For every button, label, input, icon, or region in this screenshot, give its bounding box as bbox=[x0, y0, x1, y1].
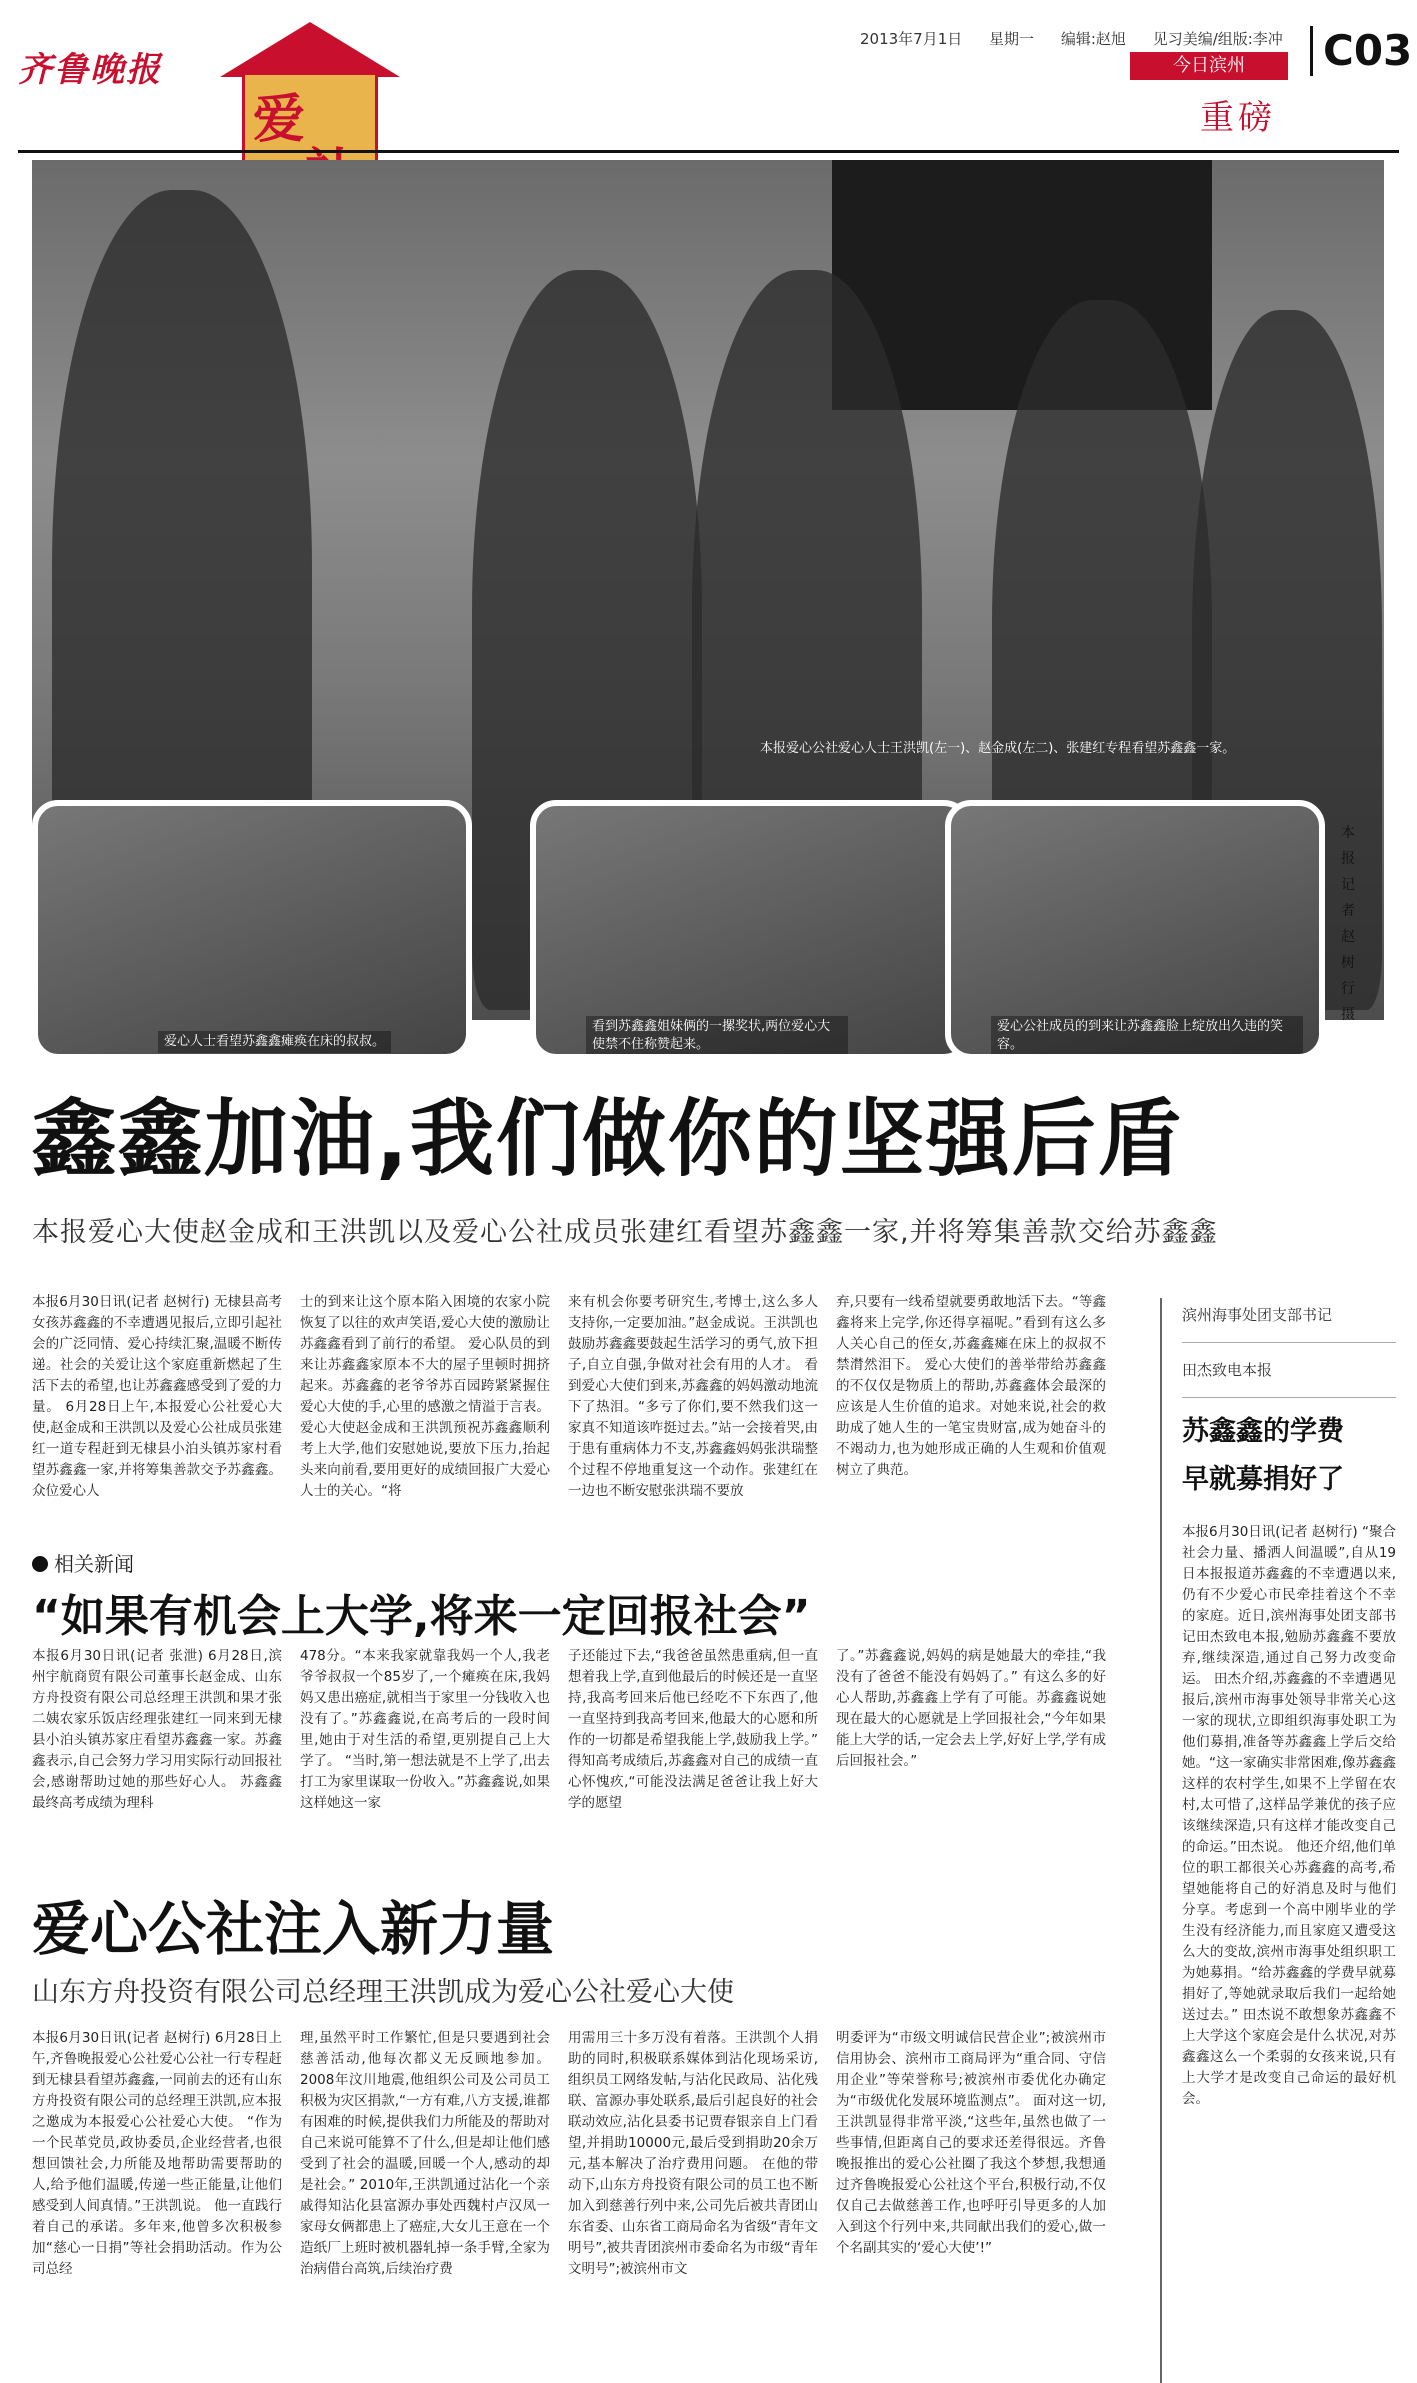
editor-credit: 编辑:赵旭 bbox=[1060, 30, 1126, 48]
page-number: C03 bbox=[1310, 26, 1413, 76]
thumb-photo-1 bbox=[32, 800, 472, 1060]
related-news-icon bbox=[32, 1556, 48, 1572]
thumb-photo-3 bbox=[945, 800, 1325, 1060]
thumb-caption-3: 爱心公社成员的到来让苏鑫鑫脸上绽放出久违的笑容。 bbox=[991, 1016, 1303, 1056]
badge-char-ai: 爱 bbox=[253, 89, 306, 150]
photo-credit: 本报记者 赵树行 摄 bbox=[1341, 825, 1355, 1023]
thumb-photo-2 bbox=[530, 800, 970, 1060]
sidebar-tag-2: 田杰致电本报 bbox=[1182, 1361, 1273, 1379]
related-news-text: 相关新闻 bbox=[54, 1552, 134, 1576]
sidebar-rule-2 bbox=[1182, 1397, 1396, 1398]
newspaper-logo: 齐鲁晚报 bbox=[18, 50, 162, 90]
related-headline: “如果有机会上大学,将来一定回报社会” bbox=[32, 1591, 811, 1642]
third-col-2: 理,虽然平时工作繁忙,但是只要遇到社会慈善活动,他每次都义无反顾地参加。2008年汶川地震,他组织公司及公司员工积极为灾区捐款,“一方有难,八方支援,谁都有困难的时候,提供我们力所能及的帮助对自己来说可能算不了什么,但是却让他们感受到了社会的温暖,回暖一个人,感动的却是社会。” 2010年,王洪凯通过沾化一个亲戚得知沾化县富源办事处西魏村卢汉凤一家母女俩都患上了癌症,大女儿王意在一个造纸厂上班时被机器轧掉一条手臂,全家为治病借台高筑,后续治疗费 bbox=[300, 2030, 550, 2277]
lead-col-2: 士的到来让这个原本陷入困境的农家小院恢复了以往的欢声笑语,爱心大使的激励让苏鑫鑫看到了前行的希望。 爱心队员的到来让苏鑫鑫家原本不大的屋子里顿时拥挤起来。苏鑫鑫的老爷爷苏百园跨紧紧握住爱心大使的手,心里的感激之情溢于言表。 爱心大使赵金成和王洪凯预祝苏鑫鑫顺利考上大学,他们安慰她说,要放下压力,抬起头来向前看,要用更好的成绩回报广大爱心人士的关心。“将 bbox=[300, 1294, 550, 1499]
third-subhead: 山东方舟投资有限公司总经理王洪凯成为爱心公社爱心大使 bbox=[32, 1977, 734, 2008]
third-col-3: 用需用三十多万没有着落。王洪凯个人捐助的同时,积极联系媒体到沾化现场采访,组织员工网络发帖,与沾化民政局、沾化残联、富源办事处联系,最后引起良好的社会联动效应,沾化县委书记贾春银亲自上门看望,并捐助10000元,最后受到捐助20余万元,基本解决了治疗费用问题。 在他的带动下,山东方舟投资有限公司的员工也不断加入到慈善行列中来,公司先后被共青团山东省委、山东省工商局命名为省级“青年文明号”,被共青团滨州市委命名为市级“青年文明号”;被滨州市文 bbox=[568, 2030, 818, 2277]
related-col-1: 本报6月30日讯(记者 张泄) 6月28日,滨州宇航商贸有限公司董事长赵金成、山东方舟投资有限公司总经理王洪凯和果才张二姨农家乐饭店经理张建红一同来到无棣县小泊头镇苏家庄看望苏鑫鑫一家。苏鑫鑫表示,自己会努力学习用实际行动回报社会,感谢帮助过她的那些好心人。 苏鑫鑫最终高考成绩为理科 bbox=[32, 1648, 282, 1811]
designer-credit: 见习美编/组版:李冲 bbox=[1152, 30, 1283, 48]
masthead-rule bbox=[18, 150, 1399, 153]
thumb-caption-2: 看到苏鑫鑫姐妹俩的一摞奖状,两位爱心大使禁不住称赞起来。 bbox=[586, 1016, 848, 1056]
related-col-3: 子还能过下去,“我爸爸虽然患重病,但一直想着我上学,直到他最后的时候还是一直坚持,我高考回来后他已经吃不下东西了,他一直坚持到我高考回来,他最大的心愿和所作的一切都是希望我能上学,鼓励我上学。” 得知高考成绩后,苏鑫鑫对自己的成绩一直心怀愧疚,“可能没法满足爸爸让我上好大学的愿望 bbox=[568, 1648, 818, 1811]
sidebar bbox=[1160, 1298, 1396, 2383]
related-news-label bbox=[32, 1548, 134, 1577]
related-col-2: 478分。“本来我家就靠我妈一个人,我老爷爷叔叔一个85岁了,一个瘫痪在床,我妈妈又患出癌症,就相当于家里一分钱收入也没有了。”苏鑫鑫说,在高考后的一段时间里,她由于对生活的希望,更别提自己上大学了。 “当时,第一想法就是不上学了,出去打工为家里谋取一份收入。”苏鑫鑫说,如果这样她这一家 bbox=[300, 1648, 550, 1811]
section-label: 重磅 bbox=[1200, 98, 1276, 138]
third-col-1: 本报6月30日讯(记者 赵树行) 6月28日上午,齐鲁晚报爱心公社爱心公社一行专程赶到无棣县看望苏鑫鑫,一同前去的还有山东方舟投资有限公司的总经理王洪凯,应本报之邀成为本报爱心公社爱心大使。 “作为一个民革党员,政协委员,企业经营者,也很想回馈社会,力所能及地帮助需要帮助的人,给予他们温暖,传递一些正能量,让他们感受到人间真情。”王洪凯说。 他一直践行着自己的承诺。多年来,他曾多次积极参加“慈心一日捐”等社会捐助活动。作为公司总经 bbox=[32, 2030, 282, 2277]
third-headline: 爱心公社注入新力量 bbox=[32, 1895, 555, 1963]
main-photo-caption: 本报爱心公社爱心人士王洪凯(左一)、赵金成(左二)、张建红专程看望苏鑫鑫一家。 bbox=[760, 741, 1236, 756]
issue-date: 2013年7月1日 bbox=[860, 30, 963, 48]
sidebar-tag-1: 滨州海事处团支部书记 bbox=[1182, 1306, 1333, 1324]
sidebar-rule bbox=[1182, 1342, 1396, 1343]
lead-col-4: 弃,只要有一线希望就要勇敢地活下去。“等鑫鑫将来上完学,你还得享福呢。”看到有这么多人关心自己的侄女,苏鑫鑫瘫在床上的叔叔不禁潸然泪下。 爱心大使们的善举带给苏鑫鑫的不仅仅是物质上的帮助,苏鑫鑫体会最深的应该是人生价值的追求。对她来说,社会的救助成了她人生的一笔宝贵财富,成为她奋斗的不竭动力,也为她形成正确的人生观和价值观树立了典范。 bbox=[836, 1294, 1106, 1478]
lead-headline: 鑫鑫加油,我们做你的坚强后盾 bbox=[32, 1090, 1184, 1188]
lead-col-1: 本报6月30日讯(记者 赵树行) 无棣县高考女孩苏鑫鑫的不幸遭遇见报后,立即引起社会的广泛同情、爱心持续汇聚,温暖不断传递。社会的关爱让这个家庭重新燃起了生活下去的希望,也让苏鑫鑫感受到了爱的力量。 6月28日上午,本报爱心公社爱心大使,赵金成和王洪凯以及爱心公社成员张建红一道专程赶到无棣县小泊头镇苏家村看望苏鑫鑫一家,并将筹集善款交予苏鑫鑫。众位爱心人 bbox=[32, 1294, 282, 1499]
related-col-4: 了。”苏鑫鑫说,妈妈的病是她最大的牵挂,“我没有了爸爸不能没有妈妈了。” 有这么多的好心人帮助,苏鑫鑫上学有了可能。苏鑫鑫说她现在最大的心愿就是上学回报社会,“今年如果能上大学的话,一定会去上学,好好上学,学有成后回报社会。” bbox=[836, 1648, 1106, 1769]
issue-meta bbox=[860, 28, 1305, 49]
sidebar-title-1: 苏鑫鑫的学费 bbox=[1182, 1416, 1344, 1447]
lead-subhead: 本报爱心大使赵金成和王洪凯以及爱心公社成员张建红看望苏鑫鑫一家,并将筹集善款交给苏鑫鑫 bbox=[32, 1217, 1218, 1248]
thumb-caption-1: 爱心人士看望苏鑫鑫瘫痪在床的叔叔。 bbox=[158, 1031, 391, 1053]
sidebar-title-2: 早就募捐好了 bbox=[1182, 1464, 1344, 1495]
lead-col-3: 来有机会你要考研究生,考博士,这么多人支持你,一定要加油。”赵金成说。王洪凯也鼓励苏鑫鑫要鼓起生活学习的勇气,放下担子,自立自强,争做对社会有用的人才。 看到爱心大使们到来,苏鑫鑫的妈妈激动地流下了热泪。“多亏了你们,要不然我们这一家真不知道该咋挺过去。”站一会接着哭,由于患有重病体力不支,苏鑫鑫妈妈张洪瑞整个过程不停地重复这一个动作。张建红在一边也不断安慰张洪瑞不要放 bbox=[568, 1294, 818, 1499]
edition-label: 今日滨州 bbox=[1130, 52, 1288, 80]
third-col-4: 明委评为“市级文明诚信民营企业”;被滨州市信用协会、滨州市工商局评为“重合同、守信用企业”等荣誉称号;被滨州市委优化办确定为“市级优化发展环境监测点”。 面对这一切,王洪凯显得非常平淡,“这些年,虽然也做了一些事情,但距离自己的要求还差得很远。齐鲁晚报推出的爱心公社圈了我这个梦想,我想通过齐鲁晚报爱心公社这个平台,积极行动,不仅仅自己去做慈善工作,也呼吁引导更多的人加入到这个行列中来,共同献出我们的爱心,做一个名副其实的‘爱心大使’!” bbox=[836, 2030, 1106, 2256]
issue-weekday: 星期一 bbox=[989, 30, 1035, 48]
badge-roof bbox=[220, 22, 400, 77]
sidebar-body: 本报6月30日讯(记者 赵树行) “聚合社会力量、播洒人间温暖”,自从19日本报报道苏鑫鑫的不幸遭遇以来,仍有不少爱心市民牵挂着这个不幸的家庭。近日,滨州海事处团支部书记田杰致电本报,勉励苏鑫鑫不要放弃,继续深造,通过自己努力改变命运。 田杰介绍,苏鑫鑫的不幸遭遇见报后,滨州市海事处领导非常关心这一家的现状,立即组织海事处职工为他们募捐,准备等苏鑫鑫上学后交给她。“这一家确实非常困难,像苏鑫鑫这样的农村学生,如果不上学留在农村,太可惜了,这样品学兼优的孩子应该继续深造,只有这样才能改变自己的命运。”田杰说。 他还介绍,他们单位的职工都很关心苏鑫鑫的高考,希望她能将自己的好消息及时与他们分享。考虑到一个高中刚毕业的学生没有经济能力,而且家庭又遭受这么大的变故,滨州市海事处组织职工为她募捐。“给苏鑫鑫的学费早就募捐好了,等她就录取后我们一起给她送过去。” 田杰说不敢想象苏鑫鑫不上大学这个家庭会是什么状况,对苏鑫鑫这么一个柔弱的女孩来说,只有上大学才是改变自己命运的最好机会。 bbox=[1182, 1524, 1396, 2107]
